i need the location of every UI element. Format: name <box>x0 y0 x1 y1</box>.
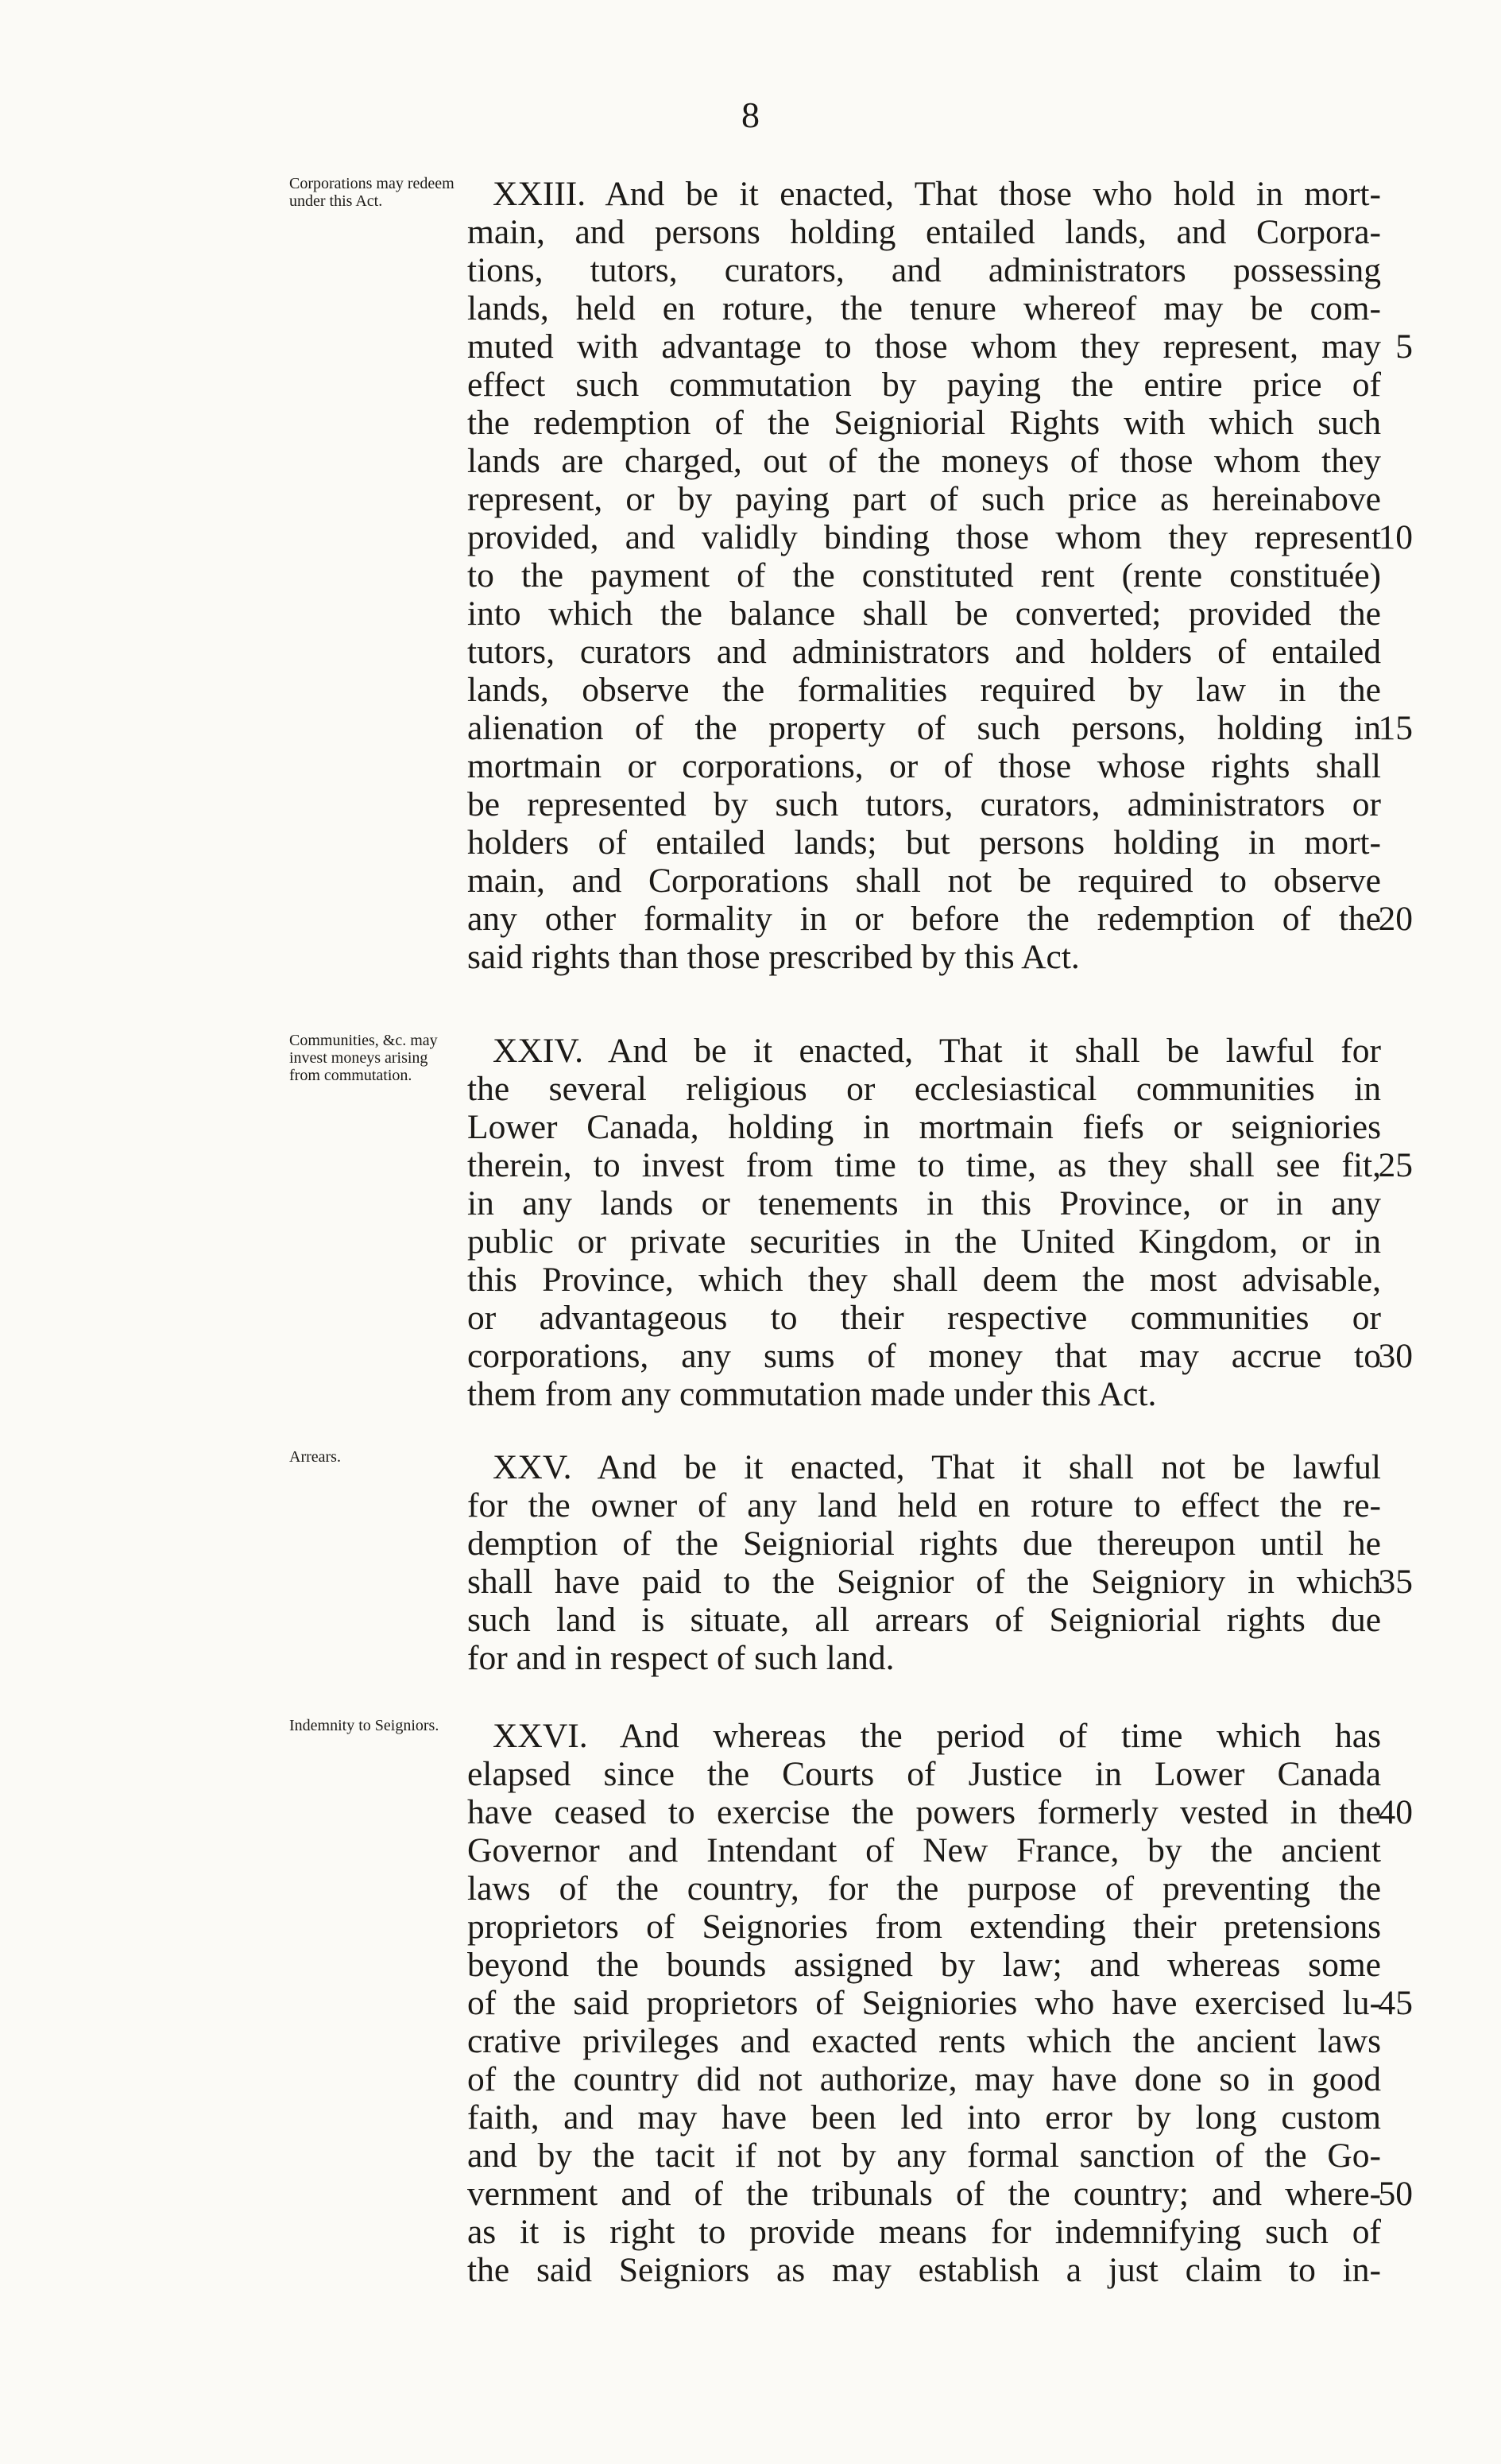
text-line: corporations, any sums of money that may accrue to <box>467 1337 1381 1375</box>
text-line: tions, tutors, curators, and administrators possessing <box>467 251 1381 289</box>
text-line: Lower Canada, holding in mortmain fiefs or seigniories <box>467 1108 1381 1146</box>
text-line: or advantageous to their respective communities or <box>467 1299 1381 1337</box>
text-line: XXV. And be it enacted, That it shall not be lawful <box>493 1448 1381 1486</box>
text-line: XXIII. And be it enacted, That those who hold in mort- <box>493 175 1381 213</box>
text-line: any other formality in or before the redemption of the <box>467 900 1381 938</box>
margin-note: Communities, &c. may invest moneys arising from commutation. <box>289 1032 438 1084</box>
line-number: 10 <box>1378 518 1413 556</box>
line-number: 40 <box>1378 1793 1413 1831</box>
text-line: have ceased to exercise the powers formerly vested in the <box>467 1793 1381 1831</box>
text-line: faith, and may have been led into error by long custom <box>467 2098 1381 2137</box>
text-line: shall have paid to the Seignior of the Seigniory in which <box>467 1563 1381 1601</box>
text-line: alienation of the property of such persons, holding in <box>467 709 1381 747</box>
text-line: main, and Corporations shall not be required to observe <box>467 862 1381 900</box>
line-number: 20 <box>1378 900 1413 938</box>
text-line: such land is situate, all arrears of Seigniorial rights due <box>467 1601 1381 1639</box>
text-line: for the owner of any land held en roture to effect the re- <box>467 1486 1381 1525</box>
text-line: of the said proprietors of Seigniories who have exercised lu- <box>467 1984 1381 2022</box>
text-line: them from any commutation made under this Act. <box>467 1375 1157 1413</box>
text-line: vernment and of the tribunals of the country; and where- <box>467 2175 1381 2213</box>
text-line: be represented by such tutors, curators, administrators or <box>467 785 1381 823</box>
text-line: therein, to invest from time to time, as they shall see fit, <box>467 1146 1381 1184</box>
text-line: lands, held en roture, the tenure whereof may be com- <box>467 289 1381 327</box>
text-line: effect such commutation by paying the entire price of <box>467 366 1381 404</box>
text-line: of the country did not authorize, may have done so in good <box>467 2060 1381 2098</box>
margin-note: Corporations may redeem under this Act. <box>289 175 455 210</box>
line-number: 5 <box>1395 327 1413 366</box>
text-line: public or private securities in the United Kingdom, or in <box>467 1222 1381 1261</box>
text-line: elapsed since the Courts of Justice in Lower Canada <box>467 1755 1381 1793</box>
text-line: Governor and Intendant of New France, by the ancient <box>467 1831 1381 1869</box>
text-line: laws of the country, for the purpose of preventing the <box>467 1869 1381 1908</box>
text-line: the redemption of the Seigniorial Rights with which such <box>467 404 1381 442</box>
text-line: for and in respect of such land. <box>467 1639 895 1677</box>
text-line: crative privileges and exacted rents which the ancient laws <box>467 2022 1381 2060</box>
text-line: as it is right to provide means for indemnifying such of <box>467 2213 1381 2251</box>
text-line: provided, and validly binding those whom they represent <box>467 518 1381 556</box>
text-line: the several religious or ecclesiastical communities in <box>467 1070 1381 1108</box>
line-number: 50 <box>1378 2175 1413 2213</box>
text-line: said rights than those prescribed by this Act. <box>467 938 1080 976</box>
line-number: 30 <box>1378 1337 1413 1375</box>
text-line: holders of entailed lands; but persons holding in mort- <box>467 823 1381 862</box>
text-line: main, and persons holding entailed lands, and Corpora- <box>467 213 1381 251</box>
line-number: 35 <box>1378 1563 1413 1601</box>
page-number: 8 <box>741 95 760 135</box>
text-line: tutors, curators and administrators and holders of entailed <box>467 633 1381 671</box>
text-line: to the payment of the constituted rent (rente constituée) <box>467 556 1381 595</box>
text-line: lands, observe the formalities required by law in the <box>467 671 1381 709</box>
line-number: 25 <box>1378 1146 1413 1184</box>
line-number: 45 <box>1378 1984 1413 2022</box>
text-line: the said Seigniors as may establish a just claim to in- <box>467 2251 1381 2289</box>
text-line: in any lands or tenements in this Province, or in any <box>467 1184 1381 1222</box>
text-line: into which the balance shall be converted; provided the <box>467 595 1381 633</box>
text-line: lands are charged, out of the moneys of those whom they <box>467 442 1381 480</box>
text-line: XXIV. And be it enacted, That it shall be lawful for <box>493 1032 1381 1070</box>
margin-note: Indemnity to Seigniors. <box>289 1717 439 1734</box>
text-line: beyond the bounds assigned by law; and whereas some <box>467 1946 1381 1984</box>
text-line: proprietors of Seignories from extending their pretensions <box>467 1908 1381 1946</box>
text-line: demption of the Seigniorial rights due thereupon until he <box>467 1525 1381 1563</box>
text-line: represent, or by paying part of such price as hereinabove <box>467 480 1381 518</box>
text-line: XXVI. And whereas the period of time which has <box>493 1717 1381 1755</box>
text-line: mortmain or corporations, or of those whose rights shall <box>467 747 1381 785</box>
text-line: and by the tacit if not by any formal sanction of the Go- <box>467 2137 1381 2175</box>
text-line: this Province, which they shall deem the most advisable, <box>467 1261 1381 1299</box>
margin-note: Arrears. <box>289 1448 341 1466</box>
line-number: 15 <box>1378 709 1413 747</box>
text-line: muted with advantage to those whom they represent, may <box>467 327 1381 366</box>
